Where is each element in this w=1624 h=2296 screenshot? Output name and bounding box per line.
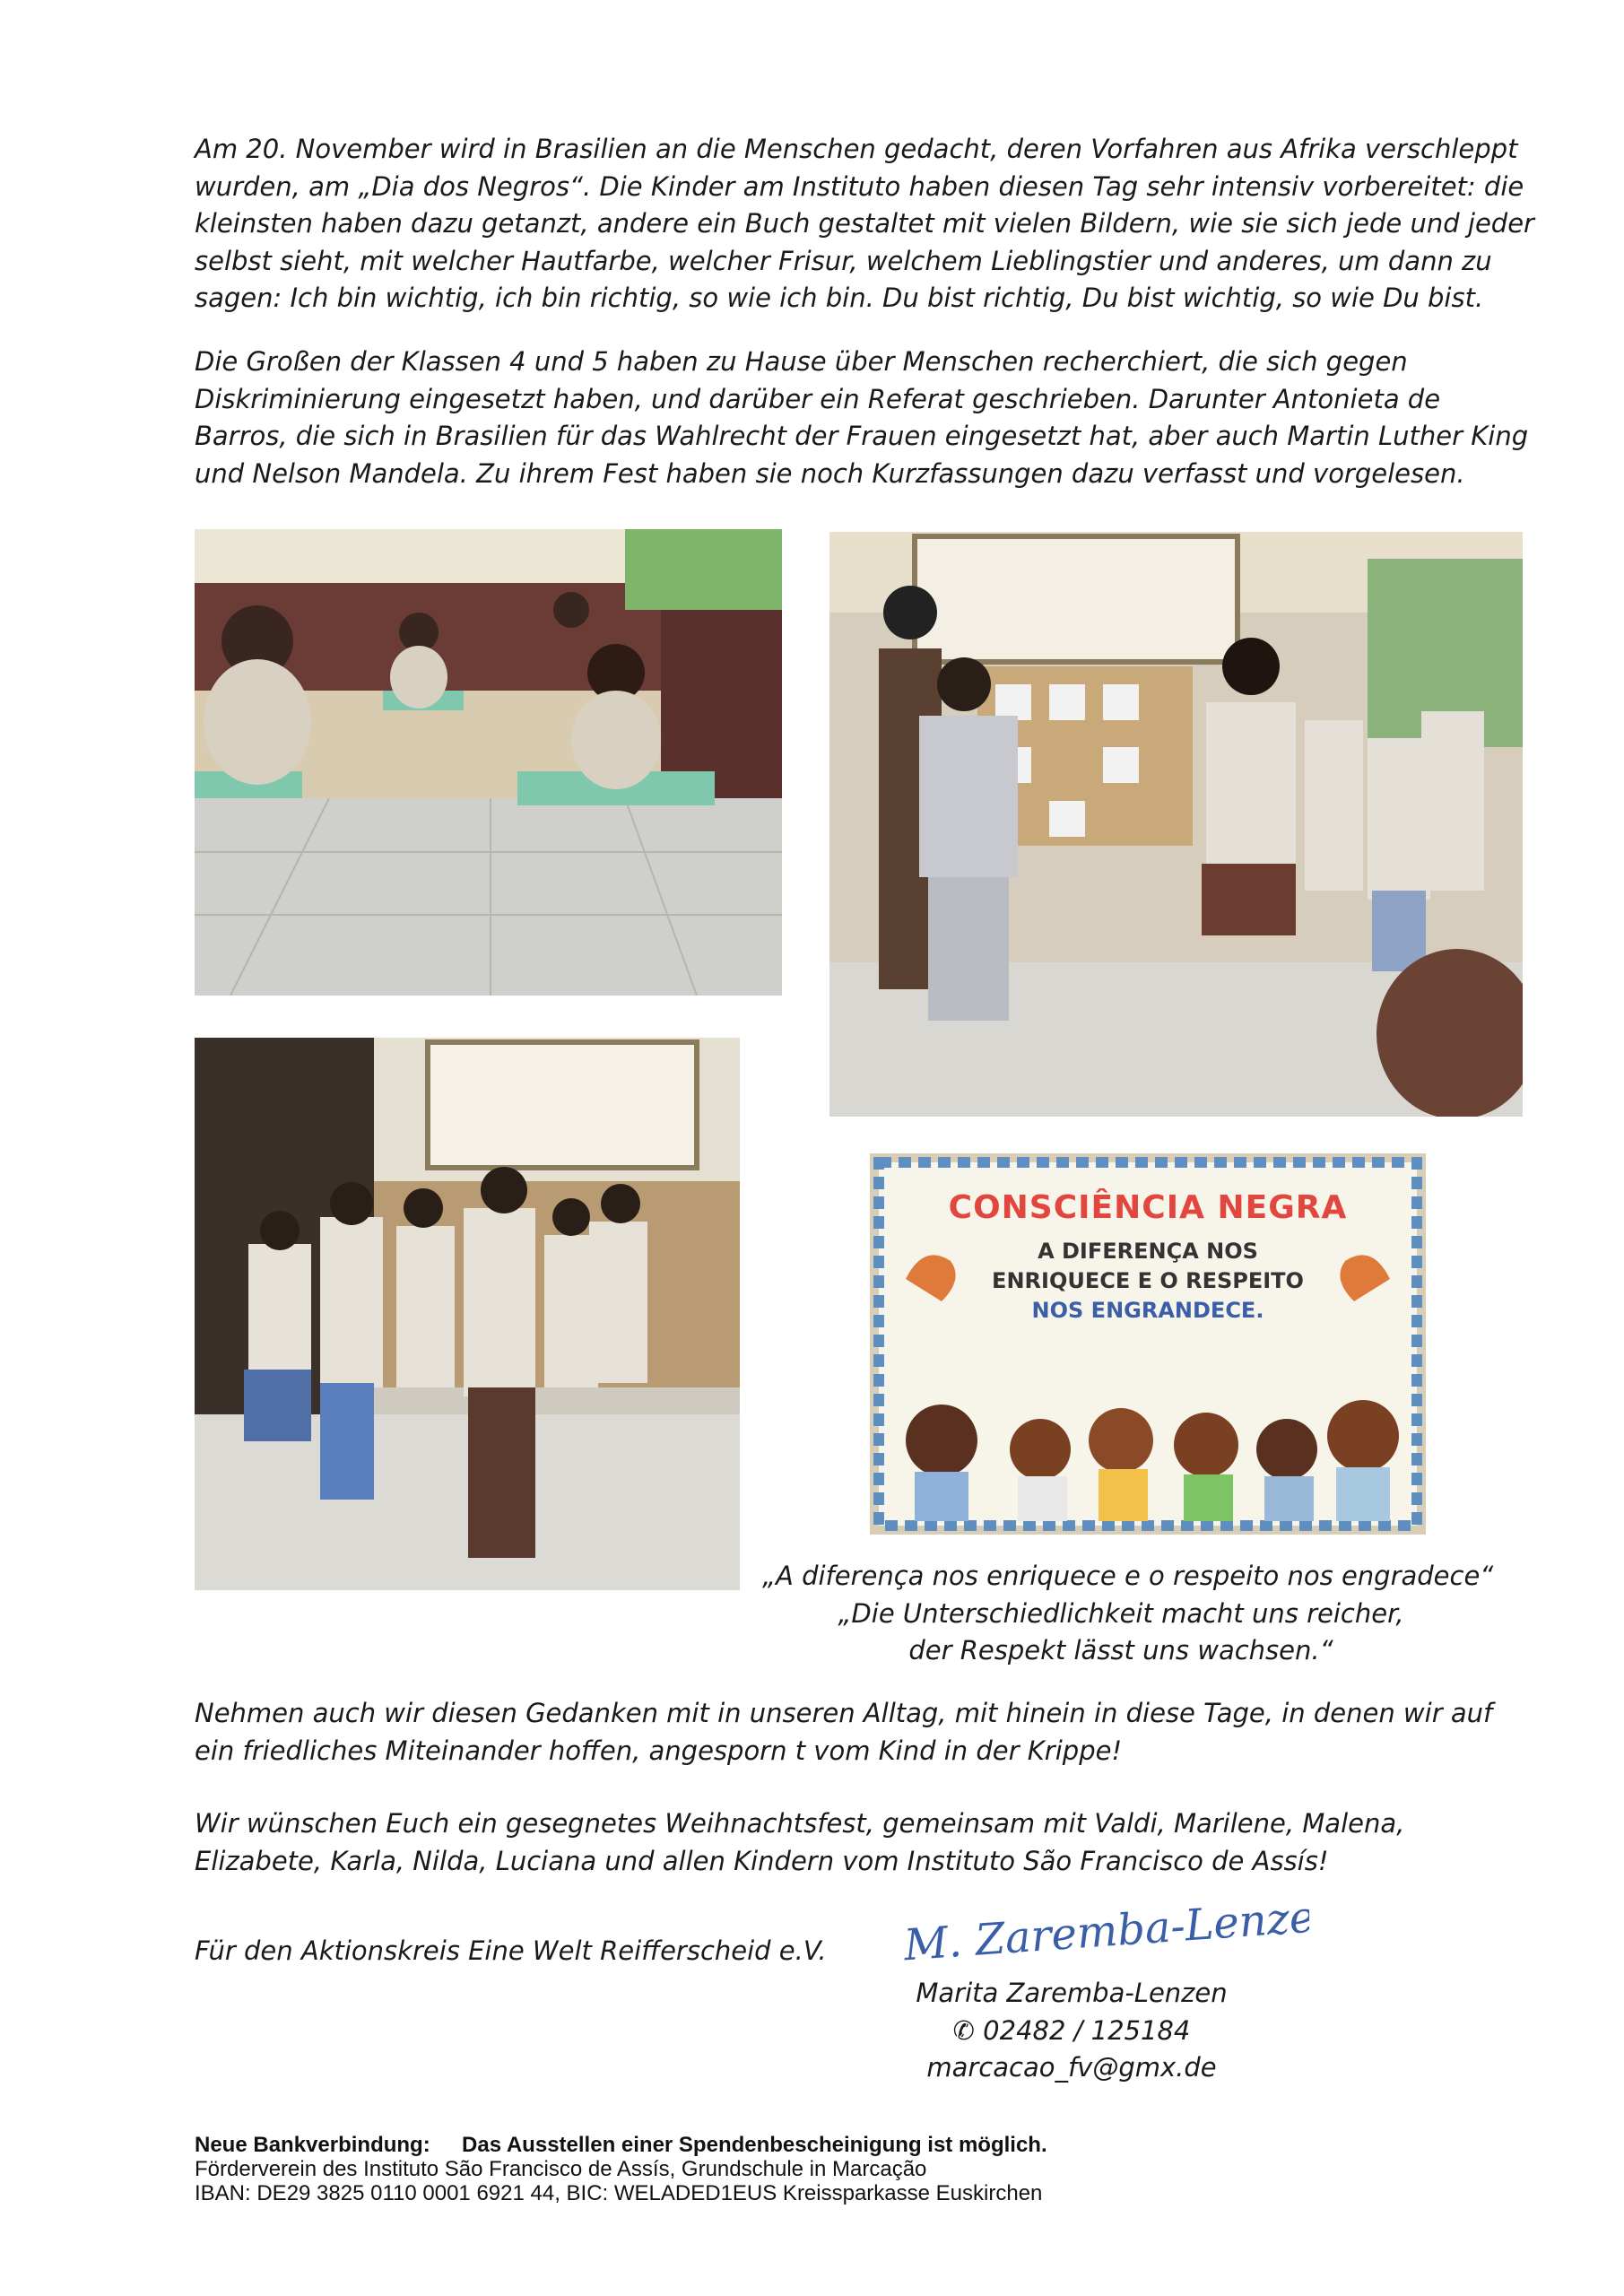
presentation-photo: [829, 532, 1523, 1117]
poster-title: CONSCIÊNCIA NEGRA: [948, 1189, 1348, 1226]
christmas-thought-paragraph: Nehmen auch wir diesen Gedanken mit in unseren Alltag, mit hinein in diese Tage, in denen wir auf ein friedliches Miteinander hoffen, angesporn t vom Kind in der Krippe!: [195, 1698, 1493, 1766]
contact-name: Marita Zaremba-Lenzen: [916, 1978, 1228, 2008]
bank-details: [195, 2133, 1047, 2205]
intro-paragraph: Am 20. November wird in Brasilien an die Menschen gedacht, deren Vorfahren aus Afrika verschleppt wurden, am „Dia dos Negros“. Die Kinder am Instituto haben diesen Tag sehr intensiv vorbereitet: die kleinsten haben dazu getanzt, andere ein Buch gestaltet mit vielen Bildern, wie sie sich jede und jeder selbst sieht, mit welcher Hautfarbe, welcher Frisur, welchem Lieblingstier und anderes, um dann zu sagen: Ich bin wichtig, ich bin richtig, so wie ich bin. Du bist richtig, Du bist wichtig, so wie Du bist.: [195, 134, 1534, 313]
contact-email: marcacao_fv@gmx.de: [926, 2052, 1217, 2083]
svg-text:M. Zaremba-Lenzen: M. Zaremba-Lenzen: [902, 1892, 1309, 1971]
contact-block: [897, 1975, 1246, 2087]
poster-line-3: NOS ENGRANDECE.: [1031, 1298, 1264, 1323]
research-paragraph: Die Großen der Klassen 4 und 5 haben zu Hause über Menschen recherchiert, die sich gegen Diskriminierung eingesetzt haben, und darüber ein Referat geschrieben. Darunter Antonieta de Barros, die sich in Brasilien für das Wahlrecht der Frauen eingesetzt hat, aber auch Martin Luther King und Nelson Mandela. Zu ihrem Fest haben sie noch Kurzfassungen dazu verfasst und vorgelesen.: [195, 346, 1529, 489]
bank-header-line: [195, 2133, 1047, 2157]
sender-organization: Für den Aktionskreis Eine Welt Reifferscheid e.V.: [195, 1935, 827, 1966]
greetings-paragraph: Wir wünschen Euch ein gesegnetes Weihnachtsfest, gemeinsam mit Valdi, Marilene, Malena, Elizabete, Karla, Nilda, Luciana und allen Kindern vom Instituto São Francisco de Assís!: [195, 1808, 1405, 1876]
quote-line-german-1: „Die Unterschiedlichkeit macht uns reicher,: [838, 1597, 1404, 1629]
bank-label: Neue Bankverbindung:: [195, 2133, 430, 2157]
contact-phone: 02482 / 125184: [983, 2014, 1191, 2046]
children-hugging-photo: [195, 1038, 740, 1590]
conscience-poster-photo: [870, 1153, 1426, 1535]
motto-quote: [762, 1558, 1494, 1670]
contact-phone-row: [897, 2013, 1246, 2050]
quote-line-portuguese: „A diferença nos enriquece e o respeito nos engradece“: [762, 1561, 1494, 1591]
poster-line-1: A DIFERENÇA NOS: [1038, 1239, 1258, 1264]
quote-line-german-2: der Respekt lässt uns wachsen.“: [908, 1635, 1333, 1665]
classroom-photo: [195, 529, 782, 996]
donation-note: Das Ausstellen einer Spendenbescheinigung ist möglich.: [462, 2133, 1047, 2157]
handwritten-signature: [897, 1892, 1309, 1973]
iban-line: IBAN: DE29 3825 0110 0001 6921 44, BIC: WELADED1EUS Kreissparkasse Euskirchen: [195, 2181, 1043, 2205]
phone-icon: ✆: [952, 2014, 975, 2046]
account-holder: Förderverein des Instituto São Francisco de Assís, Grundschule in Marcação: [195, 2157, 927, 2181]
poster-line-2: ENRIQUECE E O RESPEITO: [992, 1268, 1304, 1293]
